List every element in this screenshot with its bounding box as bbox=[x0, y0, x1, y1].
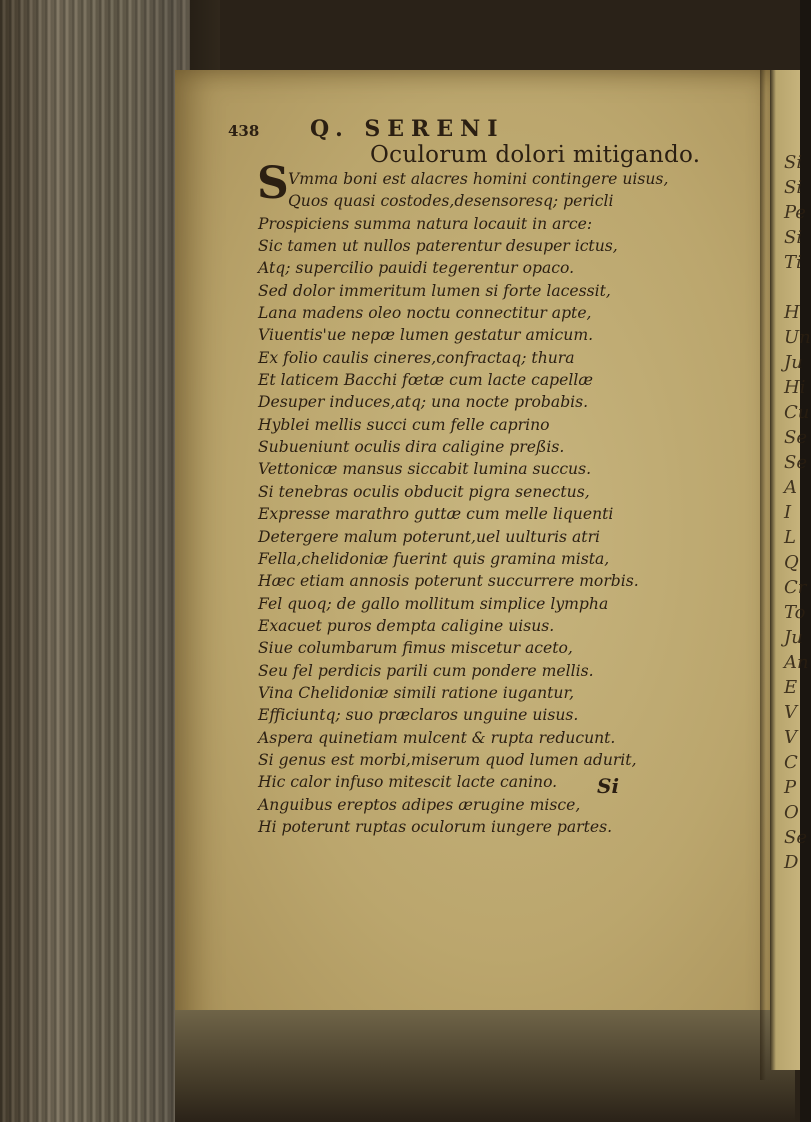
verse-line: Subueniunt oculis dira caligine preßis. bbox=[258, 438, 565, 457]
verse-line: Ex folio caulis cineres,confractaq; thura bbox=[258, 348, 575, 367]
verse-line: Siue columbarum fimus miscetur aceto, bbox=[258, 639, 573, 658]
verse-line: Anguibus ereptos adipes ærugine misce, bbox=[258, 795, 581, 814]
poem-verses bbox=[258, 168, 668, 838]
verse-line: Vmma boni est alacres homini contingere uisus, bbox=[288, 170, 669, 188]
verse-line: Vina Chelidoniæ simili ratione iugantur, bbox=[258, 683, 575, 702]
page-bottom-shadow bbox=[175, 1010, 795, 1122]
verse-line: Fella,chelidoniæ fuerint quis gramina mista, bbox=[258, 549, 610, 568]
verse-line: Detergere malum poterunt,uel uulturis atri bbox=[258, 527, 601, 546]
verse-line: Prospiciens summa natura locauit in arce: bbox=[258, 214, 593, 233]
facing-page-fragment: Si Si Pe Si Ti H Un Ju Hi Cu Se Se A I L Q Cr To Ju An E V V C P O Se D bbox=[784, 152, 811, 873]
verse-line: Quos quasi costodes,desensoresq; pericli bbox=[288, 192, 614, 211]
running-head: Q. SERENI bbox=[310, 116, 505, 142]
verse-line: Lana madens oleo noctu connectitur apte, bbox=[258, 304, 592, 323]
verse-line: Desuper induces,atq; una nocte probabis. bbox=[258, 393, 589, 412]
catchword: Si bbox=[597, 774, 620, 798]
drop-cap: S bbox=[257, 158, 289, 209]
verse-line: Hi poterunt ruptas oculorum iungere partes. bbox=[258, 817, 613, 836]
verse-line: Hæc etiam annosis poterunt succurrere morbis. bbox=[258, 572, 639, 591]
verse-line: Exacuet puros dempta caligine uisus. bbox=[258, 616, 555, 635]
page-fold bbox=[760, 70, 766, 1080]
verse-line: Efficiuntq; suo præclaros unguine uisus. bbox=[258, 706, 579, 725]
verse-line: Hyblei mellis succi cum felle caprino bbox=[258, 415, 550, 434]
verse-line: Atq; supercilio pauidi tegerentur opaco. bbox=[258, 259, 575, 278]
verse-line: Fel quoq; de gallo mollitum simplice lympha bbox=[258, 594, 609, 613]
verse-line: Hic calor infuso mitescit lacte canino. bbox=[258, 773, 558, 792]
page-number: 438 bbox=[228, 122, 260, 140]
verse-line: Expresse marathro guttæ cum melle liquenti bbox=[258, 505, 614, 524]
verse-line: Sed dolor immeritum lumen si forte lacessit, bbox=[258, 281, 611, 300]
verse-line: Vettonicæ mansus siccabit lumina succus. bbox=[258, 460, 592, 479]
verse-line: Viuentis'ue nepæ lumen gestatur amicum. bbox=[258, 326, 594, 345]
verse-line: Seu fel perdicis parili cum pondere mellis. bbox=[258, 661, 594, 680]
verse-line: Sic tamen ut nullos paterentur desuper ictus, bbox=[258, 237, 618, 256]
verse-line: Si genus est morbi,miserum quod lumen adurit, bbox=[258, 750, 637, 769]
verse-line: Aspera quinetiam mulcent & rupta reducunt. bbox=[258, 728, 616, 747]
verse-line: Et laticem Bacchi fœtæ cum lacte capellæ bbox=[258, 371, 593, 390]
section-title: Oculorum dolori mitigando. bbox=[370, 142, 701, 168]
verse-line: Si tenebras oculis obducit pigra senectus, bbox=[258, 482, 590, 501]
